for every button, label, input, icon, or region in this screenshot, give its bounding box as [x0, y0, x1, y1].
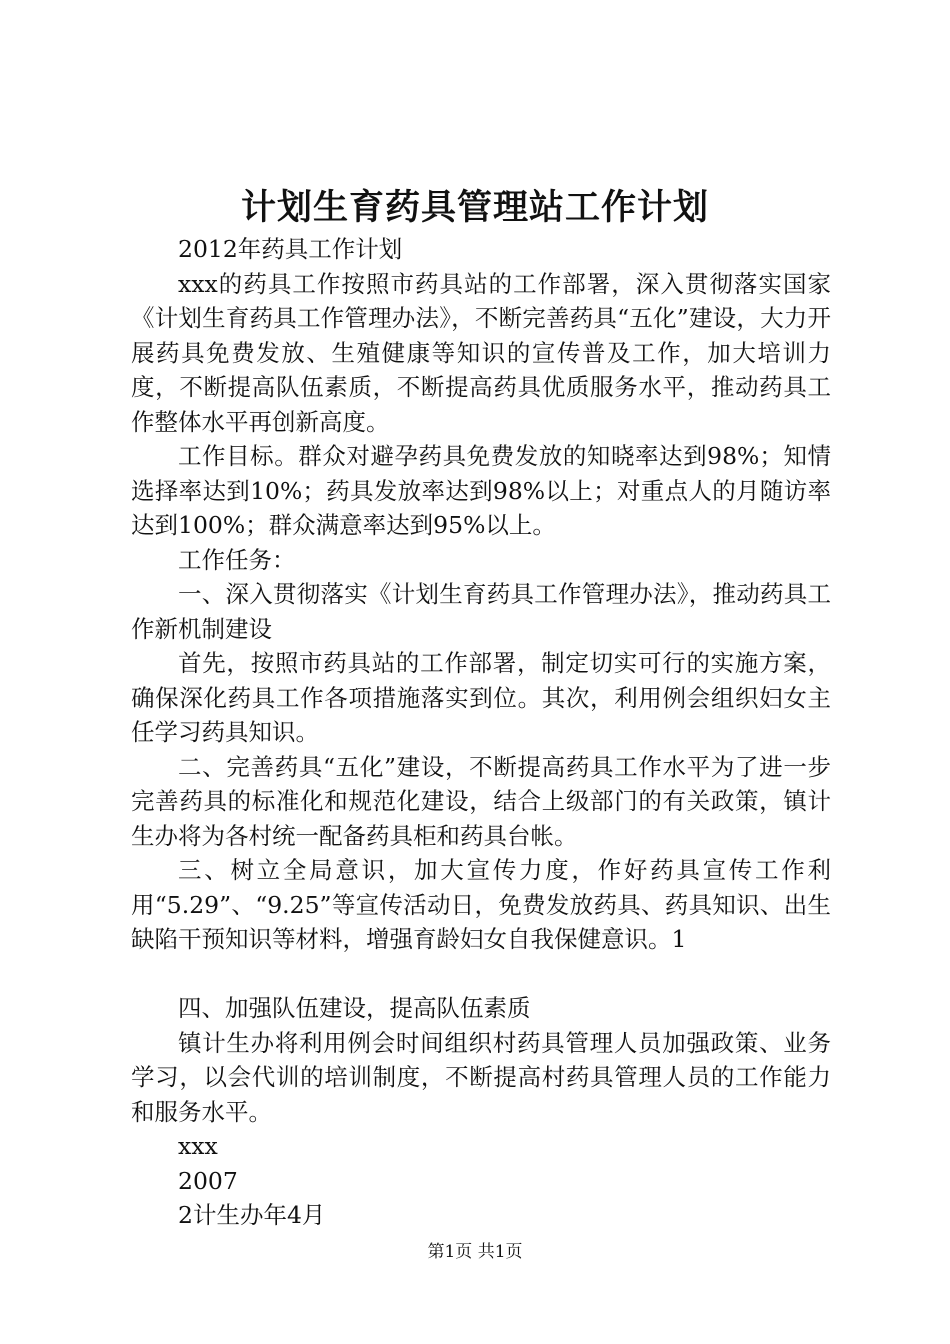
paragraph-intro: xxx的药具工作按照市药具站的工作部署，深入贯彻落实国家《计划生育药具工作管理办法》，不断完善药具“五化”建设，大力开展药具免费发放、生殖健康等知识的宣传普及工作，加大培训力度，不断提高队伍素质，不断提高药具优质服务水平，推动药具工作整体水平再创新高度。 [131, 269, 831, 436]
paragraph-task-2: 二、完善药具“五化”建设，不断提高药具工作水平为了进一步完善药具的标准化和规范化建设，结合上级部门的有关政策，镇计生办将为各村统一配备药具柜和药具台帐。 [131, 752, 831, 850]
signature-year: 2007 [178, 1166, 238, 1195]
paragraph-task-1: 一、深入贯彻落实《计划生育药具工作管理办法》，推动药具工作新机制建设 [131, 580, 831, 643]
page-footer: 第1页 共1页 [427, 1242, 523, 1262]
document-body [131, 232, 831, 1233]
paragraph-task-4: 四、加强队伍建设，提高队伍素质 [178, 994, 531, 1022]
paragraph-plan-year: 2012年药具工作计划 [178, 235, 403, 263]
document-title: 计划生育药具管理站工作计划 [240, 187, 709, 228]
paragraph-task-1-detail: 首先，按照市药具站的工作部署，制定切实可行的实施方案，确保深化药具工作各项措施落实到位。其次，利用例会组织妇女主任学习药具知识。 [131, 649, 831, 746]
paragraph-task-3: 三、树立全局意识，加大宣传力度，作好药具宣传工作利用“5.29”、“9.25”等宣传活动日，免费发放药具、药具知识、出生缺陷干预知识等材料，增强育龄妇女自我保健意识。1 [131, 856, 831, 953]
paragraph-goals: 工作目标。群众对避孕药具免费发放的知晓率达到98%；知情选择率达到10%；药具发放率达到98%以上；对重点人的月随访率达到100%；群众满意率达到95%以上。 [131, 442, 831, 539]
signature-org: xxx [178, 1132, 218, 1160]
paragraph-tasks-heading: 工作任务： [178, 545, 296, 574]
paragraph-task-4-detail: 镇计生办将利用例会时间组织村药具管理人员加强政策、业务学习，以会代训的培训制度，不断提高村药具管理人员的工作能力和服务水平。 [131, 1028, 831, 1126]
signature-date: 2计生办年4月 [178, 1201, 326, 1229]
